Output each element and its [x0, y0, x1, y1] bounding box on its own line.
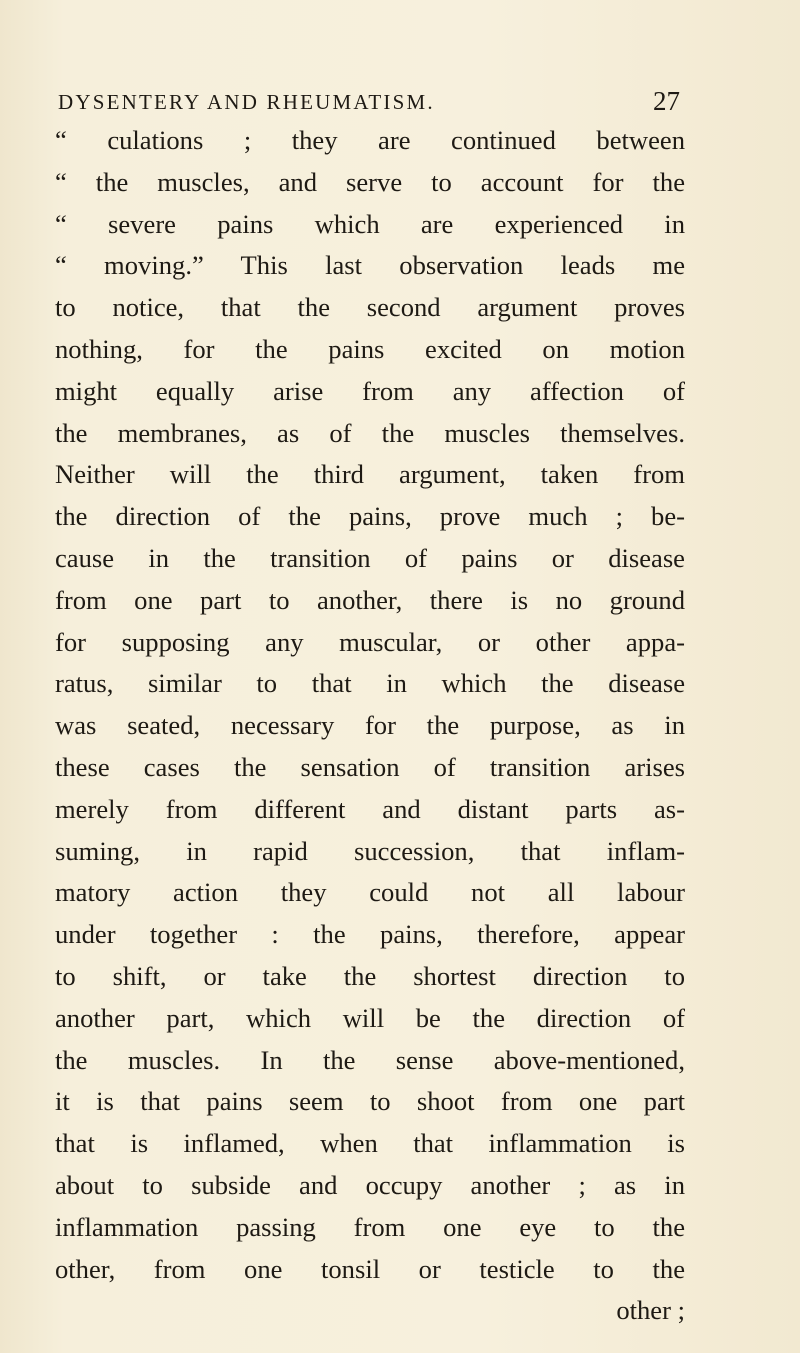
text-line: “ moving.” This last observation leads me	[55, 250, 685, 281]
text-line: was seated, necessary for the purpose, as in	[55, 710, 685, 741]
text-line: merely from different and distant parts as-	[55, 793, 685, 824]
text-line: Neither will the third argument, taken from	[55, 459, 685, 490]
text-line: under together : the pains, therefore, appear	[55, 919, 685, 950]
text-line: “ the muscles, and serve to account for the	[55, 166, 685, 197]
text-line: these cases the sensation of transition arises	[55, 751, 685, 782]
text-line: it is that pains seem to shoot from one part	[55, 1086, 685, 1117]
running-title: DYSENTERY AND RHEUMATISM.	[58, 90, 435, 114]
text-line: that is inflamed, when that inflammation is	[55, 1128, 685, 1159]
body-text	[55, 120, 685, 1332]
text-line: matory action they could not all labour	[55, 877, 685, 908]
text-line: another part, which will be the direction of	[55, 1002, 685, 1033]
page-number: 27	[653, 86, 680, 116]
text-line: to notice, that the second argument proves	[55, 292, 685, 323]
text-line: “ culations ; they are continued between	[55, 125, 685, 155]
text-line: inflammation passing from one eye to the	[55, 1211, 685, 1242]
text-line: from one part to another, there is no ground	[55, 584, 685, 615]
text-line: cause in the transition of pains or disease	[55, 542, 685, 573]
text-line: ratus, similar to that in which the disease	[55, 668, 685, 699]
text-line: the membranes, as of the muscles themselves.	[55, 417, 685, 448]
text-line: other, from one tonsil or testicle to the	[55, 1253, 685, 1284]
text-line: suming, in rapid succession, that inflam-	[55, 835, 685, 866]
catchword-line: other ;	[616, 1295, 685, 1326]
text-line: the muscles. In the sense above-mentioned,	[55, 1044, 685, 1075]
text-line: about to subside and occupy another ; as in	[55, 1169, 685, 1200]
text-line: “ severe pains which are experienced in	[55, 208, 685, 239]
text-line: nothing, for the pains excited on motion	[55, 333, 685, 364]
text-line: the direction of the pains, prove much ; be-	[55, 501, 685, 532]
text-line: for supposing any muscular, or other appa-	[55, 626, 685, 657]
running-head	[58, 86, 680, 120]
text-line: to shift, or take the shortest direction to	[55, 960, 685, 991]
text-line: might equally arise from any affection of	[55, 375, 685, 406]
